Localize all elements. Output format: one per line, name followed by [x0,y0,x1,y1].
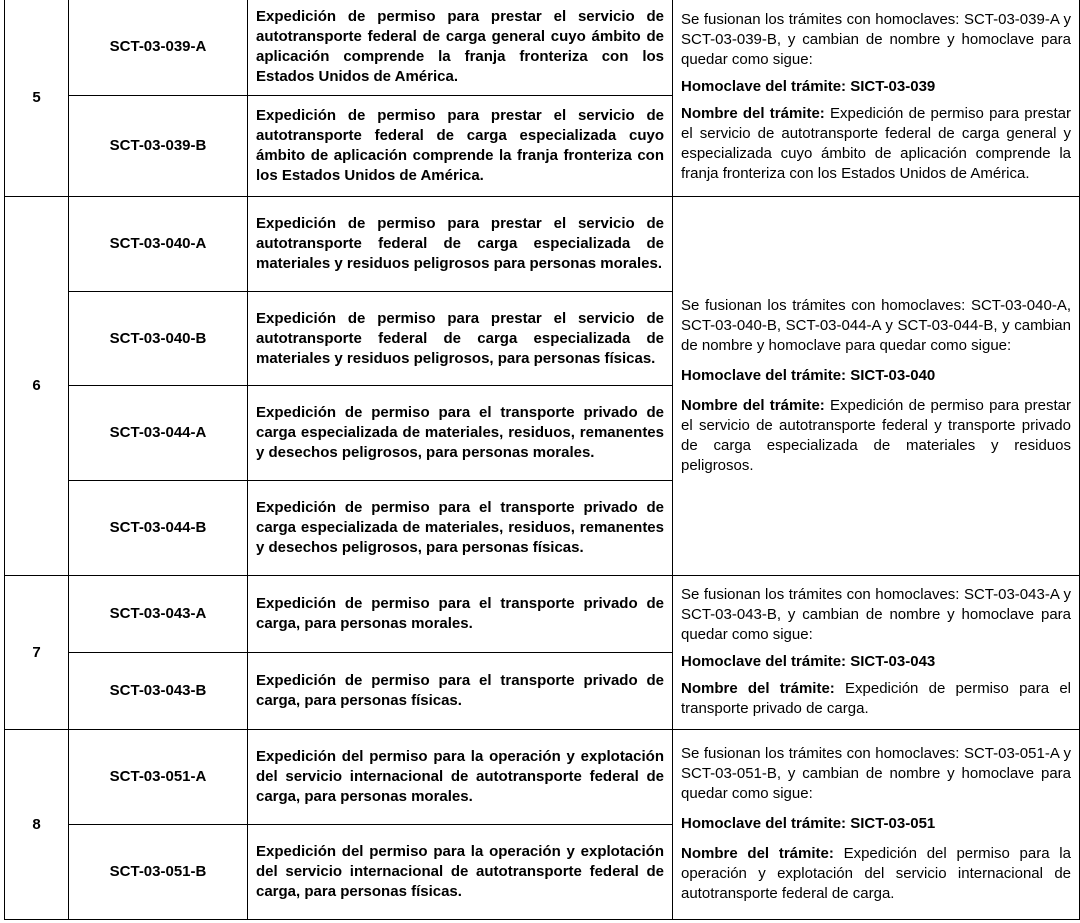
tramite-code: SCT-03-039-A [69,0,248,96]
tramite-code: SCT-03-051-A [69,730,248,825]
merge-description [673,576,1080,730]
group-number: 6 [5,197,69,576]
tramite-code: SCT-03-051-B [69,825,248,920]
tramite-code: SCT-03-039-B [69,96,248,197]
merge-description [673,730,1080,920]
tramite-code: SCT-03-044-A [69,386,248,481]
tramite-code: SCT-03-043-B [69,653,248,730]
group-number: 8 [5,730,69,920]
merge-text: Se fusionan los trámites con homoclaves: SCT-03-039-A y SCT-03-039-B, y cambian de nombre y homoclave para quedar como sigue: [681,11,1071,68]
homoclave-label: Homoclave del trámite: SICT-03-051 [681,815,936,832]
tramite-name: Expedición de permiso para el transporte privado de carga, para personas morales. [248,576,673,653]
nombre-label: Nombre del trámite: [681,396,825,414]
homoclave-label: Homoclave del trámite: SICT-03-040 [681,366,936,384]
homoclave-label: Homoclave del trámite: SICT-03-043 [681,653,936,670]
nombre-value: Expedición de permiso para prestar el servicio de autotransporte federal de carga general y especializada cuyo ámbito de aplicación comprende la franja fronteriza con los Estados Unidos de América. [681,105,1071,182]
nombre-value: Expedición del permiso para la operación y explotación del servicio internacional de autotransporte federal de carga. [681,845,1071,902]
merge-description [673,197,1080,576]
nombre-value: Expedición de permiso para el transporte privado de carga. [681,680,1071,717]
nombre-label: Nombre del trámite: [681,105,825,122]
nombre-line [681,104,1071,184]
tramite-name: Expedición de permiso para el transporte privado de carga especializada de materiales, residuos, remanentes y desechos peligrosos, para personas morales. [248,386,673,481]
tramite-name: Expedición de permiso para prestar el servicio de autotransporte federal de carga especializada cuyo ámbito de aplicación comprende la franja fronteriza con los Estados Unidos de América. [248,96,673,197]
tramite-name: Expedición de permiso para prestar el servicio de autotransporte federal de carga especializada de materiales y residuos peligrosos para personas morales. [248,197,673,292]
nombre-line [681,396,1071,476]
homoclave-line [681,814,1071,834]
tramite-name: Expedición de permiso para prestar el servicio de autotransporte federal de carga especializada de materiales y residuos peligrosos, para personas físicas. [248,292,673,386]
merge-description [673,0,1080,197]
nombre-label: Nombre del trámite: [681,845,834,862]
tramite-code: SCT-03-040-A [69,197,248,292]
tramite-name: Expedición del permiso para la operación y explotación del servicio internacional de autotransporte federal de carga, para personas físicas. [248,825,673,920]
group-number: 5 [5,0,69,197]
merge-text: Se fusionan los trámites con homoclaves: SCT-03-043-A y SCT-03-043-B, y cambian de nombre y homoclave para quedar como sigue: [681,586,1071,643]
tramite-code: SCT-03-043-A [69,576,248,653]
tramites-table [4,0,1080,920]
merge-text: Se fusionan los trámites con homoclaves: SCT-03-051-A y SCT-03-051-B, y cambian de nombre y homoclave para quedar como sigue: [681,745,1071,802]
tramite-name: Expedición del permiso para la operación y explotación del servicio internacional de autotransporte federal de carga, para personas morales. [248,730,673,825]
merge-text: Se fusionan los trámites con homoclaves: SCT-03-040-A, SCT-03-040-B, SCT-03-044-A y SCT-03-044-B, y cambian de nombre y homoclave para quedar como sigue: [681,296,1071,354]
nombre-line [681,679,1071,719]
table-row [5,0,1080,96]
nombre-value: Expedición de permiso para prestar el servicio de autotransporte federal y transporte privado de carga especializada de materiales y residuos peligrosos. [681,396,1071,474]
homoclave-line [681,652,1071,672]
tramite-name: Expedición de permiso para el transporte privado de carga especializada de materiales, residuos, remanentes y desechos peligrosos, para personas físicas. [248,481,673,576]
homoclave-label: Homoclave del trámite: SICT-03-039 [681,78,936,95]
nombre-label: Nombre del trámite: [681,680,835,697]
table-row [5,197,1080,292]
table-row [5,730,1080,825]
tramite-name: Expedición de permiso para prestar el servicio de autotransporte federal de carga general cuyo ámbito de aplicación comprende la franja fronteriza con los Estados Unidos de América. [248,0,673,96]
tramite-name: Expedición de permiso para el transporte privado de carga, para personas físicas. [248,653,673,730]
group-number: 7 [5,576,69,730]
nombre-line [681,844,1071,904]
tramite-code: SCT-03-044-B [69,481,248,576]
homoclave-line [681,77,1071,97]
tramite-code: SCT-03-040-B [69,292,248,386]
homoclave-line [681,366,1071,386]
table-row [5,576,1080,653]
